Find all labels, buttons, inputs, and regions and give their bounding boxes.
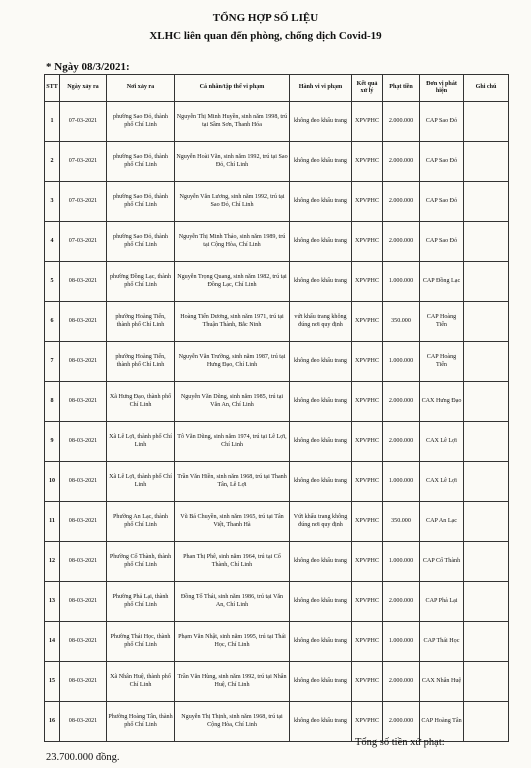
- cell-violation: không đeo khẩu trang: [290, 622, 352, 662]
- cell-unit: CAP Thái Học: [420, 622, 464, 662]
- cell-result: XPVPHC: [352, 302, 383, 342]
- cell-stt: 3: [45, 182, 60, 222]
- cell-note: [464, 382, 509, 422]
- cell-place: phường Hoàng Tiến, thành phố Chí Linh: [107, 342, 175, 382]
- cell-person: Nguyễn Thị Thịnh, sinh năm 1968, trú tại Cộng Hòa, Chí Linh: [175, 702, 290, 742]
- table-row: [45, 302, 509, 342]
- cell-note: [464, 142, 509, 182]
- cell-stt: 14: [45, 622, 60, 662]
- cell-person: Hoàng Tiến Dương, sinh năm 1971, trú tại Thuận Thành, Bắc Ninh: [175, 302, 290, 342]
- table-header-row: [45, 75, 509, 102]
- cell-date: 08-03-2021: [60, 702, 107, 742]
- cell-result: XPVPHC: [352, 142, 383, 182]
- total-label: Tổng số tiền xử phạt:: [355, 737, 445, 748]
- column-header-stt: STT: [45, 75, 60, 102]
- table-row: [45, 422, 509, 462]
- cell-violation: không đeo khẩu trang: [290, 182, 352, 222]
- cell-violation: không đeo khẩu trang: [290, 342, 352, 382]
- cell-stt: 2: [45, 142, 60, 182]
- cell-unit: CAP Sao Đỏ: [420, 102, 464, 142]
- cell-violation: vứt khẩu trang không đúng nơi quy định: [290, 302, 352, 342]
- cell-result: XPVPHC: [352, 102, 383, 142]
- cell-fine: 1.000.000: [383, 342, 420, 382]
- cell-violation: không đeo khẩu trang: [290, 102, 352, 142]
- cell-fine: 2.000.000: [383, 382, 420, 422]
- cell-date: 08-03-2021: [60, 302, 107, 342]
- violations-table: [44, 74, 509, 742]
- table-row: [45, 222, 509, 262]
- cell-date: 08-03-2021: [60, 262, 107, 302]
- cell-violation: không đeo khẩu trang: [290, 462, 352, 502]
- cell-fine: 2.000.000: [383, 422, 420, 462]
- cell-place: Phường Hoàng Tân, thành phố Chí Linh: [107, 702, 175, 742]
- cell-stt: 4: [45, 222, 60, 262]
- cell-note: [464, 422, 509, 462]
- cell-violation: không đeo khẩu trang: [290, 422, 352, 462]
- cell-stt: 16: [45, 702, 60, 742]
- cell-note: [464, 222, 509, 262]
- cell-stt: 1: [45, 102, 60, 142]
- cell-note: [464, 542, 509, 582]
- cell-fine: 1.000.000: [383, 542, 420, 582]
- cell-stt: 6: [45, 302, 60, 342]
- cell-date: 08-03-2021: [60, 582, 107, 622]
- cell-note: [464, 462, 509, 502]
- cell-fine: 2.000.000: [383, 222, 420, 262]
- cell-place: Xã Lê Lợi, thành phố Chí Linh: [107, 422, 175, 462]
- cell-person: Đồng Tố Thái, sinh năm 1986, trú tại Văn An, Chí Linh: [175, 582, 290, 622]
- column-header-unit: Đơn vị phát hiện: [420, 75, 464, 102]
- cell-result: XPVPHC: [352, 382, 383, 422]
- table-row: [45, 542, 509, 582]
- cell-fine: 2.000.000: [383, 182, 420, 222]
- cell-place: Phường An Lạc, thành phố Chí Linh: [107, 502, 175, 542]
- page-subtitle: XLHC liên quan đến phòng, chống dịch Covid-19: [149, 30, 382, 42]
- table-row: [45, 462, 509, 502]
- table-row: [45, 582, 509, 622]
- cell-violation: không đeo khẩu trang: [290, 542, 352, 582]
- cell-stt: 15: [45, 662, 60, 702]
- date-heading: * Ngày 08/3/2021:: [46, 61, 130, 73]
- table-body: [45, 102, 509, 742]
- cell-date: 08-03-2021: [60, 382, 107, 422]
- table-row: [45, 622, 509, 662]
- cell-place: Xã Nhân Huệ, thành phố Chí Linh: [107, 662, 175, 702]
- cell-person: Nguyễn Hoài Văn, sinh năm 1992, trú tại Sao Đỏ, Chí Linh: [175, 142, 290, 182]
- cell-stt: 7: [45, 342, 60, 382]
- cell-note: [464, 102, 509, 142]
- cell-violation: không đeo khẩu trang: [290, 702, 352, 742]
- cell-person: Nguyễn Thị Minh Huyền, sinh năm 1998, trú tại Sầm Sơn, Thanh Hóa: [175, 102, 290, 142]
- cell-violation: không đeo khẩu trang: [290, 582, 352, 622]
- cell-date: 08-03-2021: [60, 462, 107, 502]
- cell-result: XPVPHC: [352, 622, 383, 662]
- table-row: [45, 262, 509, 302]
- cell-result: XPVPHC: [352, 702, 383, 742]
- cell-date: 08-03-2021: [60, 502, 107, 542]
- cell-fine: 2.000.000: [383, 102, 420, 142]
- cell-result: XPVPHC: [352, 502, 383, 542]
- cell-person: Nguyễn Văn Trường, sinh năm 1987, trú tại Hưng Đạo, Chí Linh: [175, 342, 290, 382]
- cell-result: XPVPHC: [352, 662, 383, 702]
- cell-unit: CAP Hoàng Tân: [420, 702, 464, 742]
- cell-fine: 2.000.000: [383, 582, 420, 622]
- cell-date: 07-03-2021: [60, 222, 107, 262]
- cell-unit: CAX Lê Lợi: [420, 462, 464, 502]
- page-title: TỔNG HỢP SỐ LIỆU: [212, 12, 319, 24]
- cell-result: XPVPHC: [352, 182, 383, 222]
- cell-result: XPVPHC: [352, 582, 383, 622]
- cell-fine: 2.000.000: [383, 142, 420, 182]
- table-row: [45, 182, 509, 222]
- cell-stt: 8: [45, 382, 60, 422]
- cell-violation: không đeo khẩu trang: [290, 262, 352, 302]
- cell-unit: CAP Hoàng Tiến: [420, 342, 464, 382]
- cell-note: [464, 342, 509, 382]
- cell-result: XPVPHC: [352, 262, 383, 302]
- cell-violation: Vứt khẩu trang không đúng nơi quy định: [290, 502, 352, 542]
- cell-result: XPVPHC: [352, 342, 383, 382]
- cell-place: phường Sao Đỏ, thành phố Chí Linh: [107, 182, 175, 222]
- table-row: [45, 662, 509, 702]
- cell-violation: không đeo khẩu trang: [290, 222, 352, 262]
- cell-person: Vũ Bá Chuyền, sinh năm 1965, trú tại Tân Việt, Thanh Hà: [175, 502, 290, 542]
- cell-place: Phường Cổ Thành, thành phố Chí Linh: [107, 542, 175, 582]
- column-header-note: Ghi chú: [464, 75, 509, 102]
- cell-date: 08-03-2021: [60, 542, 107, 582]
- cell-person: Tô Văn Dũng, sinh năm 1974, trú tại Lê Lợi, Chí Linh: [175, 422, 290, 462]
- column-header-violation: Hành vi vi phạm: [290, 75, 352, 102]
- cell-violation: không đeo khẩu trang: [290, 382, 352, 422]
- cell-violation: không đeo khẩu trang: [290, 142, 352, 182]
- column-header-fine: Phạt tiền: [383, 75, 420, 102]
- cell-date: 08-03-2021: [60, 422, 107, 462]
- cell-person: Trần Văn Hiền, sinh năm 1968, trú tại Thanh Tân, Lê Lợi: [175, 462, 290, 502]
- column-header-place: Nơi xảy ra: [107, 75, 175, 102]
- cell-fine: 2.000.000: [383, 702, 420, 742]
- table-row: [45, 342, 509, 382]
- cell-unit: CAP An Lạc: [420, 502, 464, 542]
- cell-stt: 10: [45, 462, 60, 502]
- total-value: 23.700.000 đồng.: [46, 752, 120, 763]
- cell-fine: 1.000.000: [383, 622, 420, 662]
- cell-person: Nguyễn Văn Dũng, sinh năm 1985, trú tại Văn An, Chí Linh: [175, 382, 290, 422]
- table-row: [45, 502, 509, 542]
- cell-fine: 350.000: [383, 502, 420, 542]
- cell-fine: 2.000.000: [383, 662, 420, 702]
- cell-result: XPVPHC: [352, 422, 383, 462]
- cell-place: Xã Lê Lợi, thành phố Chí Linh: [107, 462, 175, 502]
- cell-unit: CAP Phả Lại: [420, 582, 464, 622]
- cell-note: [464, 302, 509, 342]
- cell-unit: CAP Sao Đỏ: [420, 222, 464, 262]
- cell-stt: 9: [45, 422, 60, 462]
- cell-unit: CAP Sao Đỏ: [420, 182, 464, 222]
- cell-place: phường Sao Đỏ, thành phố Chí Linh: [107, 102, 175, 142]
- cell-place: phường Đồng Lạc, thành phố Chí Linh: [107, 262, 175, 302]
- cell-stt: 12: [45, 542, 60, 582]
- cell-note: [464, 182, 509, 222]
- column-header-person: Cá nhân/tập thể vi phạm: [175, 75, 290, 102]
- cell-unit: CAX Hưng Đạo: [420, 382, 464, 422]
- cell-date: 07-03-2021: [60, 102, 107, 142]
- cell-person: Nguyễn Trọng Quang, sinh năm 1982, trú tại Đồng Lạc, Chí Linh: [175, 262, 290, 302]
- cell-date: 08-03-2021: [60, 662, 107, 702]
- cell-fine: 350.000: [383, 302, 420, 342]
- cell-stt: 11: [45, 502, 60, 542]
- cell-note: [464, 662, 509, 702]
- cell-note: [464, 702, 509, 742]
- cell-place: phường Sao Đỏ, thành phố Chí Linh: [107, 142, 175, 182]
- cell-unit: CAX Nhân Huệ: [420, 662, 464, 702]
- cell-note: [464, 582, 509, 622]
- cell-unit: CAP Hoàng Tiến: [420, 302, 464, 342]
- cell-place: phường Sao Đỏ, thành phố Chí Linh: [107, 222, 175, 262]
- cell-place: Phường Thái Học, thành phố Chí Linh: [107, 622, 175, 662]
- cell-person: Nguyễn Thị Minh Thảo, sinh năm 1989, trú tại Cộng Hòa, Chí Linh: [175, 222, 290, 262]
- cell-unit: CAP Đồng Lạc: [420, 262, 464, 302]
- cell-person: Trần Văn Hùng, sinh năm 1992, trú tại Nhân Huệ, Chí Linh: [175, 662, 290, 702]
- cell-person: Nguyễn Văn Lương, sinh năm 1992, trú tại Sao Đỏ, Chí Linh: [175, 182, 290, 222]
- cell-date: 08-03-2021: [60, 342, 107, 382]
- cell-place: Xã Hưng Đạo, thành phố Chí Linh: [107, 382, 175, 422]
- cell-stt: 13: [45, 582, 60, 622]
- column-header-date: Ngày xảy ra: [60, 75, 107, 102]
- cell-unit: CAP Sao Đỏ: [420, 142, 464, 182]
- cell-date: 07-03-2021: [60, 142, 107, 182]
- cell-stt: 5: [45, 262, 60, 302]
- cell-place: Phường Phả Lại, thành phố Chí Linh: [107, 582, 175, 622]
- cell-result: XPVPHC: [352, 542, 383, 582]
- column-header-result: Kết quả xử lý: [352, 75, 383, 102]
- cell-person: Phan Thị Phê, sinh năm 1964, trú tại Cổ Thành, Chí Linh: [175, 542, 290, 582]
- cell-person: Phạm Văn Nhật, sinh năm 1995, trú tại Thái Học, Chí Linh: [175, 622, 290, 662]
- cell-fine: 1.000.000: [383, 462, 420, 502]
- table-row: [45, 102, 509, 142]
- table-row: [45, 142, 509, 182]
- cell-violation: không đeo khẩu trang: [290, 662, 352, 702]
- cell-note: [464, 502, 509, 542]
- cell-unit: CAX Lê Lợi: [420, 422, 464, 462]
- cell-place: phường Hoàng Tiến, thành phố Chí Linh: [107, 302, 175, 342]
- cell-note: [464, 262, 509, 302]
- cell-date: 08-03-2021: [60, 622, 107, 662]
- table-row: [45, 702, 509, 742]
- table-row: [45, 382, 509, 422]
- cell-result: XPVPHC: [352, 462, 383, 502]
- cell-unit: CAP Cổ Thành: [420, 542, 464, 582]
- cell-note: [464, 622, 509, 662]
- cell-result: XPVPHC: [352, 222, 383, 262]
- cell-date: 07-03-2021: [60, 182, 107, 222]
- cell-fine: 1.000.000: [383, 262, 420, 302]
